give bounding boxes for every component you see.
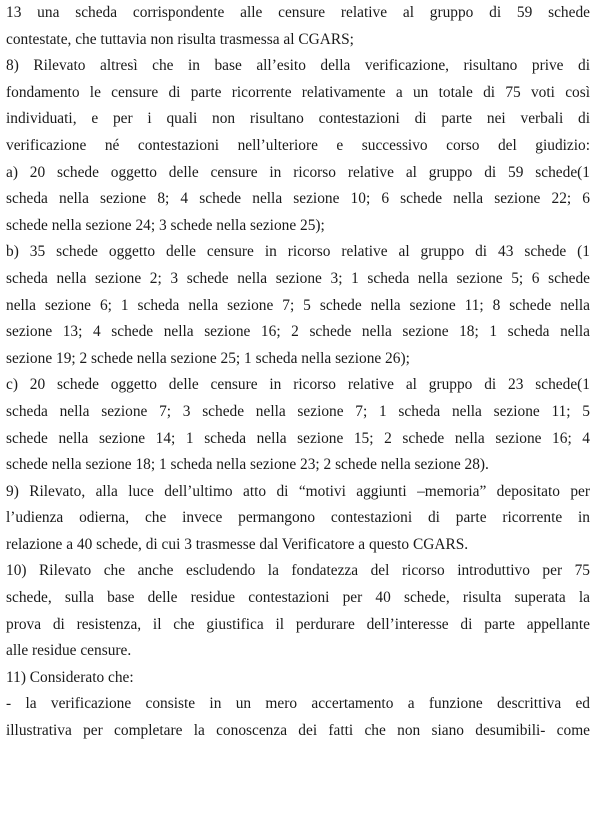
text-line: individuati, e per i quali non risultano contestazioni di parte nei verbali di	[6, 110, 590, 128]
text-line: alle residue censure.	[6, 642, 132, 660]
text-line: 8) Rilevato altresì che in base all’esito della verificazione, risultano prive di	[6, 57, 590, 75]
text-line: schede nella sezione 18; 1 scheda nella sezione 23; 2 schede nella sezione 28).	[6, 456, 489, 474]
text-line: sezione 13; 4 schede nella sezione 16; 2 schede nella sezione 18; 1 scheda nella	[6, 323, 590, 341]
text-line: schede nella sezione 14; 1 scheda nella sezione 15; 2 schede nella sezione 16; 4	[6, 429, 590, 447]
text-line: relazione a 40 schede, di cui 3 trasmesse dal Verificatore a questo CGARS.	[6, 535, 469, 553]
text-line: 13 una scheda corrispondente alle censure relative al gruppo di 59 schede	[6, 4, 590, 21]
text-line: a) 20 schede oggetto delle censure in ricorso relative al gruppo di 59 schede(1	[6, 163, 590, 181]
text-line: c) 20 schede oggetto delle censure in ricorso relative al gruppo di 23 schede(1	[6, 376, 590, 394]
text-line: - la verificazione consiste in un mero accertamento a funzione descrittiva ed	[6, 695, 590, 713]
document-body	[6, 0, 590, 745]
text-line: sezione 19; 2 schede nella sezione 25; 1 scheda nella sezione 26);	[6, 349, 410, 367]
text-line: contestate, che tuttavia non risulta trasmessa al CGARS;	[6, 30, 354, 48]
text-line: scheda nella sezione 7; 3 schede nella sezione 7; 1 scheda nella sezione 11; 5	[6, 402, 590, 420]
text-line: schede, sulla base delle residue contestazioni per 40 schede, risulta superata la	[6, 589, 590, 607]
text-line: schede nella sezione 24; 3 schede nella sezione 25);	[6, 216, 325, 234]
text-line: 9) Rilevato, alla luce dell’ultimo atto di “motivi aggiunti –memoria” depositato per	[6, 482, 590, 500]
text-line: scheda nella sezione 8; 4 schede nella sezione 10; 6 schede nella sezione 22; 6	[6, 190, 590, 208]
text-line: illustrativa per completare la conoscenza dei fatti che non siano desumibili- come	[6, 722, 590, 740]
text-line: 10) Rilevato che anche escludendo la fondatezza del ricorso introduttivo per 75	[6, 562, 590, 580]
text-line: l’udienza odierna, che invece permangono contestazioni di parte ricorrente in	[6, 509, 590, 527]
text-line: fondamento le censure di parte ricorrente relativamente a un totale di 75 voti così	[6, 83, 590, 101]
text-line: scheda nella sezione 2; 3 schede nella sezione 3; 1 scheda nella sezione 5; 6 schede	[6, 269, 590, 287]
text-line: prova di resistenza, il che giustifica il perdurare dell’interesse di parte appellante	[6, 615, 590, 633]
text-line: 11) Considerato che:	[6, 668, 134, 686]
text-line: verificazione né contestazioni nell’ulteriore e successivo corso del giudizio:	[6, 136, 590, 154]
text-line: b) 35 schede oggetto delle censure in ricorso relative al gruppo di 43 schede (1	[6, 243, 590, 261]
text-line: nella sezione 6; 1 scheda nella sezione 7; 5 schede nella sezione 11; 8 schede nella	[6, 296, 590, 314]
